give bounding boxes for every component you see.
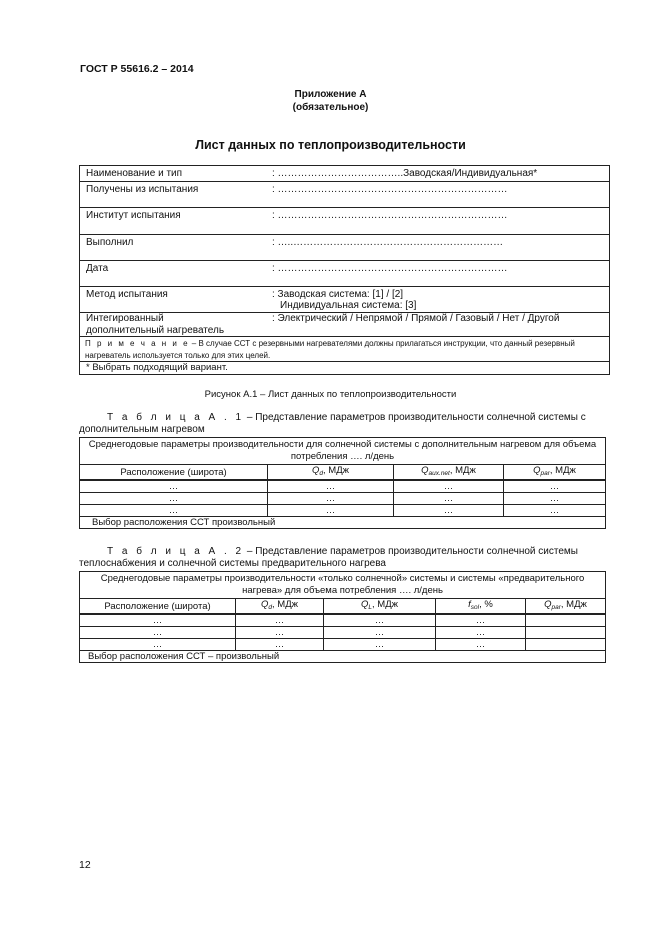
table1-caption (79, 412, 610, 436)
table-cell: … (394, 480, 504, 493)
table1-footer: Выбор расположения ССТ произвольный (80, 517, 606, 529)
table1-caption-prefix: Т а б л и ц а А . 1 (107, 412, 245, 423)
row-value: : …………………………………………………………… (272, 184, 508, 195)
sheet-row-test-method (80, 287, 609, 313)
row-label: Дата (86, 263, 109, 274)
table-cell: … (504, 505, 606, 517)
col-qaux: $Q_{aux.net}$, МДж (394, 465, 504, 481)
row-value: : …………………………………………………………… (272, 210, 508, 221)
data-sheet (79, 165, 610, 375)
col-ql: $Q_L$, МДж (324, 599, 436, 615)
table1 (79, 437, 606, 529)
col-location: Расположение (широта) (80, 465, 268, 481)
table-row (80, 639, 606, 651)
table2-caption-line2: теплоснабжения и солнечной системы предварительного нагрева (79, 558, 386, 569)
table-cell: … (80, 627, 236, 639)
table2-caption-prefix: Т а б л и ц а А . 2 (107, 546, 245, 557)
row-label: Интегированный (86, 313, 164, 324)
table-cell: … (436, 639, 526, 651)
table-cell: … (80, 639, 236, 651)
sheet-note (80, 336, 609, 362)
appendix-title: Приложение А (294, 89, 367, 100)
table-cell: … (324, 614, 436, 627)
table1-caption-line1: – Представление параметров производительности солнечной системы с (244, 412, 586, 423)
table-cell: … (268, 480, 394, 493)
table-cell: … (504, 493, 606, 505)
table-cell: … (236, 639, 324, 651)
table-cell (526, 627, 606, 639)
row-label: Получены из испытания (86, 184, 199, 195)
row-value: : …..……………………………………………………… (272, 237, 504, 248)
table2-footer: Выбор расположения ССТ – произвольный (80, 651, 606, 663)
sheet-row-source (80, 182, 609, 208)
row-value: : …………………………………………………………… (272, 263, 508, 274)
row-label: Институт испытания (86, 210, 181, 221)
sheet-row-performed-by (80, 235, 609, 261)
row-label: Выполнил (86, 237, 134, 248)
table-cell: … (436, 614, 526, 627)
row-label-2: дополнительный нагреватель (86, 325, 225, 336)
table1-column-headers (80, 465, 606, 481)
table-cell (526, 614, 606, 627)
sheet-title: Лист данных по теплопроизводительности (195, 138, 466, 152)
row-value: : ………………………………..Заводская/Индивидуальная* (272, 168, 538, 179)
table-cell: … (436, 627, 526, 639)
table-cell: … (394, 493, 504, 505)
table-cell: … (80, 614, 236, 627)
row-value: : Электрический / Непрямой / Прямой / Газовый / Нет / Другой (272, 313, 560, 324)
sheet-row-aux-heater (80, 313, 609, 336)
table-row (80, 480, 606, 493)
document-header: ГОСТ Р 55616.2 – 2014 (80, 63, 194, 75)
row-value-2: Индивидуальная система: [3] (280, 300, 417, 311)
sheet-footnote (80, 362, 609, 375)
table-row (80, 614, 606, 627)
figure-caption: Рисунок А.1 – Лист данных по теплопроизводительности (204, 389, 457, 400)
sheet-row-name (80, 166, 609, 182)
sheet-row-institute (80, 208, 609, 235)
table1-caption-line2: дополнительным нагревом (79, 424, 205, 435)
note-text (85, 338, 605, 362)
col-fsol: $f_{sol}$, % (436, 599, 526, 615)
sheet-row-date (80, 261, 609, 287)
footnote-text: * Выбрать подходящий вариант. (86, 362, 228, 373)
col-qpar: $Q_{par}$, МДж (504, 465, 606, 481)
table-cell (526, 639, 606, 651)
page-number: 12 (79, 859, 91, 871)
table1-header: Среднегодовые параметры производительности для солнечной системы с дополнительным нагревом для объема потребления …. л/день (80, 438, 606, 465)
table-cell: … (268, 505, 394, 517)
table-cell: … (236, 627, 324, 639)
table-cell: … (80, 493, 268, 505)
table-row (80, 627, 606, 639)
table-cell: … (80, 480, 268, 493)
col-location: Расположение (широта) (80, 599, 236, 615)
appendix-subtitle: (обязательное) (292, 102, 369, 113)
table-row (80, 505, 606, 517)
note-prefix: П р и м е ч а н и е (85, 339, 190, 348)
table-cell: … (324, 627, 436, 639)
col-qd: $Q_d$, МДж (236, 599, 324, 615)
table2-column-headers (80, 599, 606, 615)
table-row (80, 493, 606, 505)
table2-header: Среднегодовые параметры производительности «только солнечной» системы и системы «предварительного нагрева» для объема потребления …. л/день (80, 572, 606, 599)
row-value: : Заводская система: [1] / [2] (272, 289, 404, 300)
col-qpar: $Q_{par}$, МДж (526, 599, 606, 615)
table-cell: … (324, 639, 436, 651)
row-label: Наименование и тип (86, 168, 183, 179)
row-label: Метод испытания (86, 289, 168, 300)
table-cell: … (80, 505, 268, 517)
table-cell: … (504, 480, 606, 493)
table2 (79, 571, 606, 663)
table-cell: … (268, 493, 394, 505)
table-cell: … (394, 505, 504, 517)
col-qd: $Q_d$, МДж (268, 465, 394, 481)
table2-caption-line1: – Представление параметров производительности солнечной системы (244, 546, 578, 557)
table-cell: … (236, 614, 324, 627)
note-body: – В случае ССТ с резервными нагревателями должны прилагаться инструкции, что данный резервный нагреватель используется только для этих целей. (85, 339, 575, 360)
table2-caption (79, 546, 615, 570)
